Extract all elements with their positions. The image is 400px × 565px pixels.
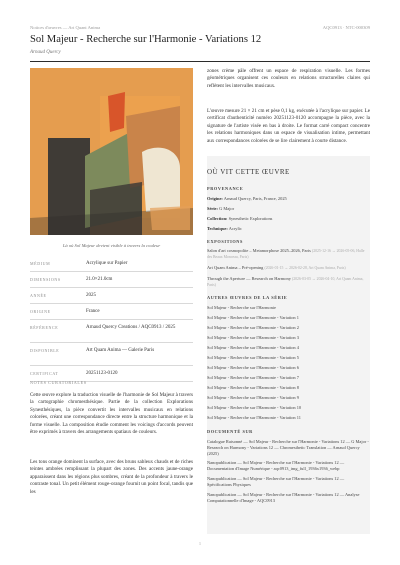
provenance-label: Série: [207,206,218,211]
series-link[interactable]: Sol Majeur - Recherche sur l'Harmonie - Variation 10 [207,405,302,410]
notes-paragraph: L'œuvre mesure 21 × 21 cm et pèse 0,1 kg, exécutée à l'acrylique sur papier. Le certificat d'authenticité numéro 20251123-0120 accompagne la pièce, avec la signature de l'artiste visée en bas à droite. Le format carré compact concentre les relations harmoniques dans un espace de visualisation intime, permettant aux correspondances colorées de se lire clairement à courte distance. [207,108,370,144]
provenance-label: Technique: [207,226,228,231]
metadata-row [30,304,193,320]
provenance-item [207,226,370,232]
exposition-item[interactable] [207,248,370,260]
metadata-value: Arnaud Quercy Creations / AQC0913 / 2025 [86,325,176,330]
artist-name[interactable]: Arnaud Quercy [30,50,61,55]
series-link[interactable]: Sol Majeur - Recherche sur l'Harmonie [207,305,276,310]
exposition-name[interactable]: Through the Aperture — Research on Harmony [207,276,291,281]
provenance-value: G Major [219,206,235,211]
metadata-value: Acrylique sur Papier [86,261,128,266]
exposition-name[interactable]: Salon d'art cosmopolite – Metamorphose 2025–2026, Paris [207,248,311,253]
expositions-heading: EXPOSITIONS [207,239,243,244]
metadata-key: ANNÉE [30,293,47,298]
notes-paragraph: zones crème pâle offrent un espace de respiration visuelle. Les formes géométriques organisent ces couleurs en relations structurelles claires qui reflètent les intervalles musicaux. [207,68,370,89]
page-number: 1 [198,541,202,546]
series-heading: AUTRES ŒUVRES DE LA SÉRIE [207,295,288,300]
provenance-item [207,216,370,222]
series-link[interactable]: Sol Majeur - Recherche sur l'Harmonie - Variation 1 [207,315,299,320]
metadata-row [30,256,193,272]
notes-paragraph: Les tons orange dominent la surface, avec des bruns sableux chauds et de riches teintes ambrées remplissant la plupart des zones. Des accents jaune-orange apparaissent dans les régions plus sombres, créant de la profondeur à travers le contraste tonal. Un petit élément rouge-orange fournit un point focal, tandis que les [30,459,193,495]
metadata-key: DISPONIBLE [30,348,60,353]
provenance-item [207,206,370,212]
provenance-value: Arnaud Quercy, Paris, France, 2025 [223,196,287,201]
series-link[interactable]: Sol Majeur - Recherche sur l'Harmonie - Variation 11 [207,415,301,420]
metadata-row [30,343,193,366]
series-link[interactable]: Sol Majeur - Recherche sur l'Harmonie - Variation 8 [207,385,299,390]
metadata-value: 2025 [86,293,96,298]
documented-heading: DOCUMENTÉ SUR [207,429,253,434]
breadcrumb[interactable]: Notices d'œuvres — Art Quant Anima [30,25,101,30]
series-link[interactable]: Sol Majeur - Recherche sur l'Harmonie - Variation 6 [207,365,299,370]
page-title: Sol Majeur - Recherche sur l'Harmonie - Variations 12 [30,34,262,45]
metadata-table [30,256,193,382]
documented-link[interactable]: Catalogue Raisonné — Sol Majeur - Recherche sur l'Harmonie - Variations 12 — G Major - Research on Harmony - Variations 12 — Chromesthetic Translation — Arnaud Quercy (2025) [207,439,369,456]
series-link[interactable]: Sol Majeur - Recherche sur l'Harmonie - Variation 2 [207,325,299,330]
header-divider [30,61,370,62]
metadata-key: DIMENSIONS [30,277,61,282]
series-link[interactable]: Sol Majeur - Recherche sur l'Harmonie - Variation 3 [207,335,299,340]
exposition-detail: (2026-03-05 → 2026-04-10, Art Quam Anima, Paris) [207,277,364,287]
metadata-key: ORIGINE [30,309,51,314]
artwork-image[interactable] [30,68,193,235]
series-link[interactable]: Sol Majeur - Recherche sur l'Harmonie - Variation 5 [207,355,299,360]
provenance-item [207,196,370,202]
metadata-value: France [86,309,100,314]
documented-link[interactable]: Nanopublication — Sol Majeur - Recherche sur l'Harmonie - Variations 12 — Documentation d'Image Numérique - aqc0913_img_full_1936x1936_webp [207,460,345,471]
documented-link[interactable]: Nanopublication — Sol Majeur - Recherche sur l'Harmonie - Variations 12 — Analyse Computationnelle d'Image - AQC0913 [207,492,360,503]
metadata-row [30,288,193,304]
series-link[interactable]: Sol Majeur - Recherche sur l'Harmonie - Variation 7 [207,375,299,380]
documented-link[interactable]: Nanopublication — Sol Majeur - Recherche sur l'Harmonie - Variations 12 — Spécifications Physiques [207,476,345,487]
metadata-value: 20251123-0120 [86,371,118,376]
series-link[interactable]: Sol Majeur - Recherche sur l'Harmonie - Variation 9 [207,395,299,400]
artwork-caption: Là où Sol Majeur devient visible à travers la couleur [62,243,161,248]
reference-code: AQC0913 · NTC-000309 [322,25,370,30]
exposition-detail: (2026-01-15 → 2026-02-28, Art Quam Anima, Paris) [264,266,346,270]
exposition-detail: (2025-12-16 → 2026-05-06, Halle des Beaux Monceau, Paris) [207,249,365,259]
provenance-value: Acrylic [228,226,242,231]
exposition-name[interactable]: Art Quam Anima – Pré-opening [207,265,264,270]
metadata-row [30,272,193,288]
provenance-label: Origine: [207,196,223,201]
notes-heading: NOTES CURATORIALES [30,380,87,385]
metadata-key: MÉDIUM [30,261,51,266]
provenance-value: Synesthetic Explorations [228,216,273,221]
where-it-lives-panel [207,156,370,534]
metadata-key: CERTIFICAT [30,371,59,376]
provenance-heading: PROVENANCE [207,186,244,191]
metadata-value[interactable]: Art Quam Anima — Galerie Paris [86,348,155,353]
notes-paragraph: Cette œuvre explore la traduction visuelle de l'harmonie de Sol Majeur à travers la cartographie chromesthésique. Partie de la collection Explorations Synesthésiques, la pièce convertit les intervalles musicaux en relations colorées, créant une correspondance directe entre la structure harmonique et la forme visuelle. La composition étudie comment les voicings d'accords peuvent être exprimés à travers des arrangements spatiaux de couleurs. [30,392,194,436]
metadata-key: RÉFÉRENCE [30,325,59,330]
exposition-item[interactable] [207,265,370,271]
metadata-row [30,320,193,343]
exposition-item[interactable] [207,276,370,288]
provenance-label: Collection: [207,216,228,221]
series-link[interactable]: Sol Majeur - Recherche sur l'Harmonie - Variation 4 [207,345,299,350]
panel-title: OÙ VIT CETTE ŒUVRE [207,168,290,176]
metadata-value: 21.0×21.0cm [86,277,113,282]
